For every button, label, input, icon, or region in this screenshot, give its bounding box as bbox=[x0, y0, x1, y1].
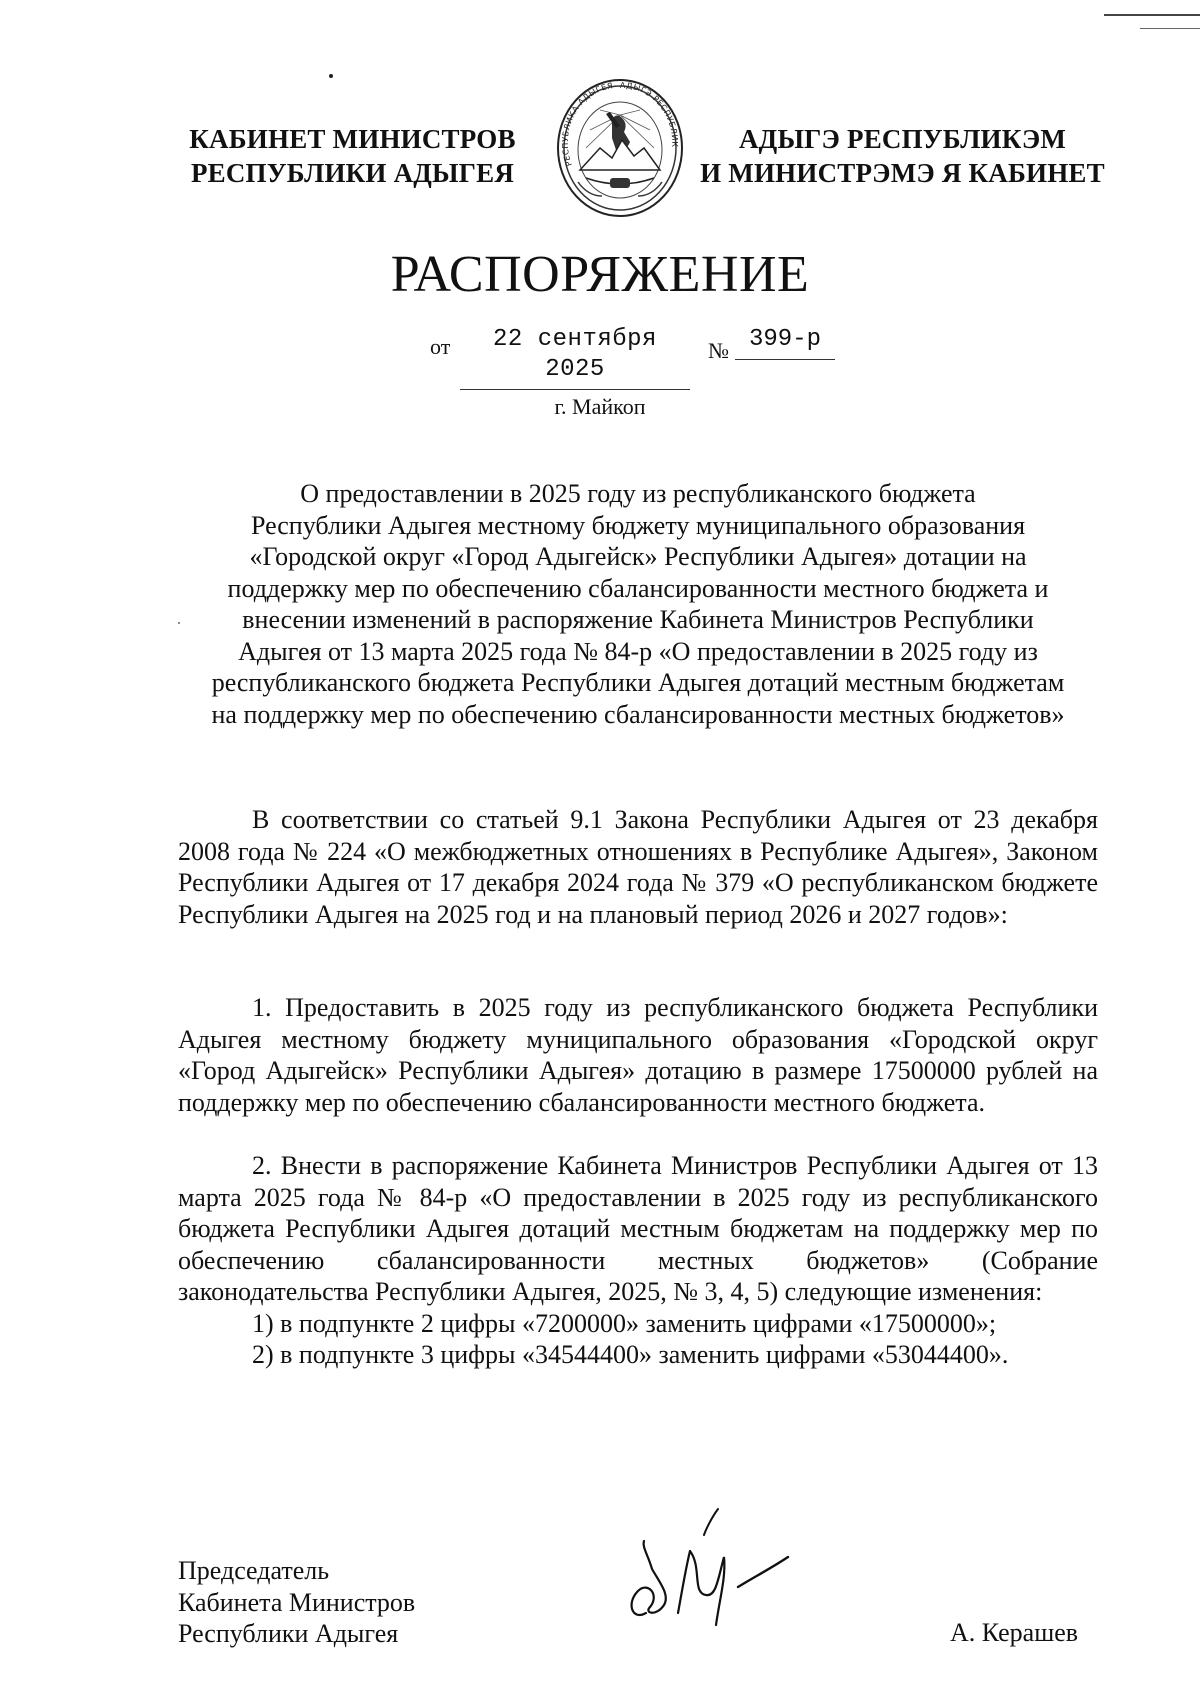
subject-line: внесении изменений в распоряжение Кабинета Министров Республики bbox=[242, 605, 1034, 634]
document-date: 22 сентября 2025 bbox=[460, 325, 690, 390]
subject-line: О предоставлении в 2025 году из республиканского бюджета bbox=[300, 479, 976, 508]
subitem-1: 1) в подпункте 2 цифры «7200000» заменить цифрами «17500000»; bbox=[252, 1308, 997, 1338]
document-number: 399-р bbox=[735, 325, 835, 360]
issuer-line-1: КАБИНЕТ МИНИСТРОВ bbox=[189, 124, 516, 154]
position-line: Председатель bbox=[178, 1556, 330, 1585]
date-prefix: от bbox=[430, 334, 451, 359]
paragraph-item-2 bbox=[178, 1150, 1098, 1371]
position-line: Кабинета Министров bbox=[178, 1587, 416, 1617]
issuer-line-2: И МИНИСТРЭМЭ Я КАБИНЕТ bbox=[700, 158, 1105, 188]
paragraph-item-1: 1. Предоставить в 2025 году из республиканского бюджета Республики Адыгея местному бюджету муниципального образования «Городской округ «Город Адыгейск» Республики Адыгея» дотацию в размере 17500000 рублей на поддержку мер по обеспечению сбалансированности местного бюджета. bbox=[178, 993, 1098, 1117]
item-2-text: 2. Внести в распоряжение Кабинета Министров Республики Адыгея от 13 марта 2025 года № 84-р «О предоставлении в 2025 году из республиканского бюджета Республики Адыгея дотаций местным бюджетам на поддержку мер по обеспечению сбалансированности местных бюджетов» (Собрание законодательства Республики Адыгея, 2025, № 3, 4, 5) следующие изменения: bbox=[178, 1151, 1098, 1306]
subject-line: «Городской округ «Город Адыгейск» Республики Адыгея» дотации на bbox=[249, 542, 1027, 571]
signatory-name: А. Керашев bbox=[950, 1618, 1079, 1647]
number-sign: № bbox=[708, 338, 729, 363]
preamble-paragraph: В соответствии со статьей 9.1 Закона Республики Адыгея от 23 декабря 2008 года № 224 «О межбюджетных отношениях в Республике Адыгея», Законом Республики Адыгея от 17 декабря 2024 года № 379 «О республиканском бюджете Республики Адыгея на 2025 год и на плановый период 2026 и 2027 годов»: bbox=[178, 805, 1098, 929]
handwritten-signature-icon bbox=[620, 1495, 800, 1635]
position-line: Республики Адыгея bbox=[178, 1619, 399, 1648]
subject-line: республиканского бюджета Республики Адыгея дотаций местным бюджетам bbox=[211, 668, 1065, 697]
scan-edge-line bbox=[1104, 14, 1200, 16]
republic-of-adygea-coat-of-arms-icon bbox=[550, 70, 690, 220]
subject-line: на поддержку мер по обеспечению сбалансированности местных бюджетов» bbox=[211, 699, 1065, 729]
issuer-line-1: АДЫГЭ РЕСПУБЛИКЭМ bbox=[738, 124, 1067, 154]
scan-speck bbox=[329, 74, 333, 78]
emblem-text-left: РЕСПУБЛИКА АДЫГЕЯ bbox=[560, 81, 614, 168]
subject-line: Республики Адыгея местному бюджету муниципального образования bbox=[250, 510, 1026, 540]
subject-line: поддержку мер по обеспечению сбалансированности местного бюджета и bbox=[227, 573, 1049, 603]
issuer-name-adyghe bbox=[695, 122, 1110, 190]
subitem-2: 2) в подпункте 3 цифры «34544400» заменить цифрами «53044400». bbox=[252, 1340, 1009, 1369]
emblem-text-right: АДЫГЭ РЕСПУБЛИК bbox=[619, 80, 680, 148]
svg-text:АДЫГЭ РЕСПУБЛИК bbox=[620, 81, 679, 148]
scan-edge-line bbox=[1140, 28, 1200, 29]
issuer-line-2: РЕСПУБЛИКИ АДЫГЕЯ bbox=[190, 158, 515, 188]
document-subject bbox=[178, 478, 1098, 730]
document-title: РАСПОРЯЖЕНИЕ bbox=[390, 246, 810, 303]
signatory-position bbox=[178, 1555, 415, 1650]
issue-city: г. Майкоп bbox=[554, 394, 646, 419]
subject-line: Адыгея от 13 марта 2025 года № 84-р «О предоставлении в 2025 году из bbox=[238, 636, 1038, 666]
issuer-name-russian bbox=[180, 122, 525, 190]
